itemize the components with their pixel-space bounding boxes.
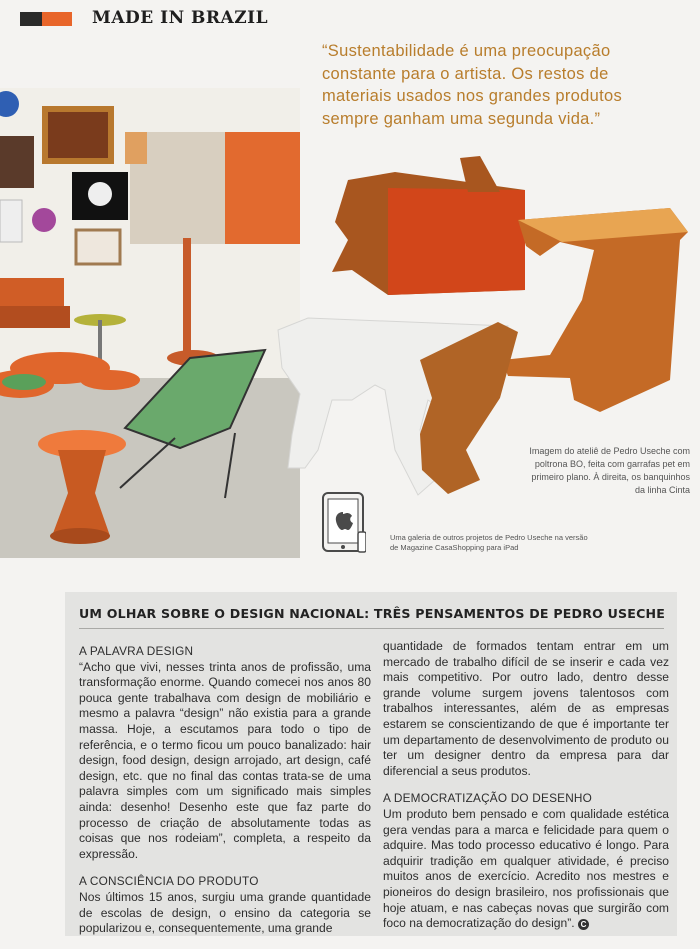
- studio-photo-illustration: [0, 88, 300, 558]
- paragraph-democratizacao: [383, 807, 669, 932]
- panel-divider: [79, 628, 664, 629]
- right-column: [383, 639, 669, 932]
- paragraph-palavra-design: “Acho que vivi, nesses trinta anos de profissão, uma transformação enorme. Quando comecei nos anos 80 pouca gente trabalhava com design de mobiliário e mesmo a palavra “design” não existia para a grande massa. Hoje, a escutamos para todo o tipo de referência, e o termo ficou um pouco banalizado: hair design, food design, design arrojado, art design, café design, etc. que no final das contas trata-se de uma palavra simples com um significado mais simples ainda: desenho! Desenho este que faz parte do processo de criação de absolutamente todas as coisas que nos rodeiam”, completa, a respeito da expressão.: [79, 659, 371, 861]
- interview-panel: [65, 592, 677, 936]
- section-title: MADE IN BRAZIL: [92, 8, 269, 28]
- paragraph-democratizacao-text: Um produto bem pensado e com qualidade estética gera vendas para a marca e felicidade para quem o adquire. Mas todo processo educativo é longo. Para adquirir tradição em qualquer atividade, é preciso muitos anos de exercício. Acredito nos mestres e pioneiros do design brasileiro, nos profissionais que hoje atuam, e nas cabeças novas que surgirão com foco na democratização do design”.: [383, 806, 669, 931]
- ipad-gallery-note: Uma galeria de outros projetos de Pedro Useche na versão de Magazine CasaShopping para iPad: [390, 533, 588, 552]
- stool-orange: [332, 156, 525, 295]
- subheading-democratizacao: A DEMOCRATIZAÇÃO DO DESENHO: [383, 791, 593, 806]
- end-mark-icon: C: [578, 919, 589, 930]
- header-bar-dark: [20, 12, 42, 26]
- photo-caption: Imagem do ateliê de Pedro Useche com poltrona BO, feita com garrafas pet em primeiro plano. À direita, os banquinhos da linha Cinta: [529, 446, 690, 495]
- ipad-icon: [322, 492, 366, 556]
- pull-quote: “Sustentabilidade é uma preocupação constante para o artista. Os restos de materiais usados nos grandes produtos sempre ganham uma segunda vida.”: [322, 42, 623, 128]
- panel-title: UM OLHAR SOBRE O DESIGN NACIONAL: TRÊS PENSAMENTOS DE PEDRO USECHE: [79, 606, 666, 621]
- subheading-consciencia-produto: A CONSCIÊNCIA DO PRODUTO: [79, 874, 259, 889]
- paragraph-consciencia-produto: Nos últimos 15 anos, surgiu uma grande quantidade de escolas de design, o ensino da categoria se popularizou e, consequentemente, uma grande: [79, 889, 371, 936]
- header-bar-orange: [42, 12, 72, 26]
- stool-white: [278, 318, 518, 495]
- subheading-palavra-design: A PALAVRA DESIGN: [79, 644, 194, 658]
- studio-photo: [0, 88, 300, 558]
- stool-wood: [502, 208, 688, 412]
- paragraph-consciencia-continued: quantidade de formados tentam entrar em um mercado de trabalho difícil de se inserir e cada vez mais competitivo. Por outro lado, dentro desse grande volume surgem jovens talentosos com trabalhos interessantes, além de as empresas estarem se conscientizando de que é importante ter um departamento de desenvolvimento de produto ou ter um designer dentro da empresa para dar diferencial a seus produtos.: [383, 639, 669, 778]
- left-column: [79, 644, 371, 949]
